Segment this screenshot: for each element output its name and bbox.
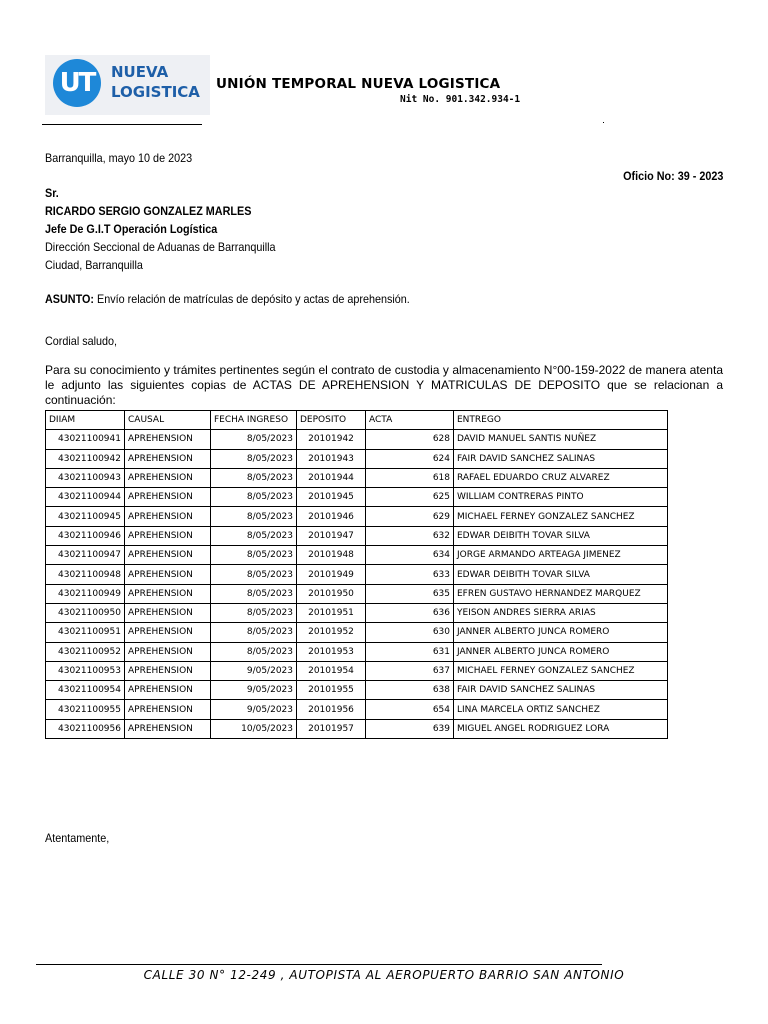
cell-acta: 618: [366, 468, 454, 487]
cell-acta: 625: [366, 488, 454, 507]
asunto-text: Envío relación de matrículas de depósito y actas de aprehensión.: [94, 292, 410, 306]
table-row: [46, 449, 668, 468]
cell-acta: 636: [366, 603, 454, 622]
cell-diiam: 43021100951: [46, 623, 125, 642]
cell-diiam: 43021100946: [46, 526, 125, 545]
cell-causal: APREHENSION: [125, 546, 211, 565]
cell-causal: APREHENSION: [125, 526, 211, 545]
table-row: [46, 623, 668, 642]
cell-acta: 638: [366, 681, 454, 700]
cell-entrego: EDWAR DEIBITH TOVAR SILVA: [454, 565, 668, 584]
table-row: [46, 700, 668, 719]
logo-line-2: LOGISTICA: [111, 83, 200, 101]
cell-entrego: WILLIAM CONTRERAS PINTO: [454, 488, 668, 507]
header-diiam: DIIAM: [46, 411, 125, 430]
recipient-name: RICARDO SERGIO GONZALEZ MARLES: [45, 204, 252, 218]
cell-deposito: 20101946: [297, 507, 366, 526]
cell-causal: APREHENSION: [125, 719, 211, 738]
cell-diiam: 43021100944: [46, 488, 125, 507]
cell-diiam: 43021100952: [46, 642, 125, 661]
recipient-role: Jefe De G.I.T Operación Logística: [45, 222, 218, 236]
cell-fecha-ingreso: 8/05/2023: [211, 430, 297, 449]
table-row: [46, 681, 668, 700]
greeting: Cordial saludo,: [45, 334, 118, 348]
cell-fecha-ingreso: 8/05/2023: [211, 623, 297, 642]
cell-fecha-ingreso: 10/05/2023: [211, 719, 297, 738]
salutation-title: Sr.: [45, 186, 59, 200]
cell-fecha-ingreso: 8/05/2023: [211, 642, 297, 661]
footer-address: CALLE 30 N° 12-249 , AUTOPISTA AL AEROPUERTO BARRIO SAN ANTONIO: [143, 968, 625, 982]
cell-causal: APREHENSION: [125, 507, 211, 526]
records-table: [45, 410, 668, 739]
table-row: [46, 661, 668, 680]
cell-entrego: JANNER ALBERTO JUNCA ROMERO: [454, 642, 668, 661]
cell-acta: 624: [366, 449, 454, 468]
cell-causal: APREHENSION: [125, 661, 211, 680]
header-deposito: DEPOSITO: [297, 411, 366, 430]
cell-diiam: 43021100942: [46, 449, 125, 468]
table-row: [46, 488, 668, 507]
header-mark: [603, 122, 604, 123]
cell-diiam: 43021100945: [46, 507, 125, 526]
cell-deposito: 20101956: [297, 700, 366, 719]
cell-entrego: DAVID MANUEL SANTIS NUÑEZ: [454, 430, 668, 449]
cell-fecha-ingreso: 9/05/2023: [211, 661, 297, 680]
cell-fecha-ingreso: 8/05/2023: [211, 488, 297, 507]
table-row: [46, 430, 668, 449]
cell-entrego: YEISON ANDRES SIERRA ARIAS: [454, 603, 668, 622]
cell-causal: APREHENSION: [125, 681, 211, 700]
cell-entrego: JORGE ARMANDO ARTEAGA JIMENEZ: [454, 546, 668, 565]
recipient-city: Ciudad, Barranquilla: [45, 258, 143, 272]
cell-entrego: FAIR DAVID SANCHEZ SALINAS: [454, 681, 668, 700]
cell-acta: 633: [366, 565, 454, 584]
table-row: [46, 719, 668, 738]
header-divider: [42, 124, 202, 125]
cell-causal: APREHENSION: [125, 449, 211, 468]
cell-deposito: 20101952: [297, 623, 366, 642]
cell-causal: APREHENSION: [125, 488, 211, 507]
cell-acta: 631: [366, 642, 454, 661]
footer-divider: [36, 964, 602, 965]
cell-entrego: MICHAEL FERNEY GONZALEZ SANCHEZ: [454, 661, 668, 680]
cell-deposito: 20101955: [297, 681, 366, 700]
cell-entrego: MICHAEL FERNEY GONZALEZ SANCHEZ: [454, 507, 668, 526]
cell-diiam: 43021100956: [46, 719, 125, 738]
cell-entrego: JANNER ALBERTO JUNCA ROMERO: [454, 623, 668, 642]
company-logo: [45, 55, 210, 115]
cell-diiam: 43021100949: [46, 584, 125, 603]
header-entrego: ENTREGO: [454, 411, 668, 430]
cell-acta: 634: [366, 546, 454, 565]
cell-deposito: 20101949: [297, 565, 366, 584]
cell-deposito: 20101947: [297, 526, 366, 545]
header-acta: ACTA: [366, 411, 454, 430]
cell-diiam: 43021100950: [46, 603, 125, 622]
header-fecha-ingreso: FECHA INGRESO: [211, 411, 297, 430]
cell-deposito: 20101945: [297, 488, 366, 507]
cell-deposito: 20101944: [297, 468, 366, 487]
table-row: [46, 603, 668, 622]
oficio-number: Oficio No: 39 - 2023: [622, 169, 723, 183]
header-causal: CAUSAL: [125, 411, 211, 430]
cell-entrego: RAFAEL EDUARDO CRUZ ALVAREZ: [454, 468, 668, 487]
cell-causal: APREHENSION: [125, 430, 211, 449]
logo-badge-icon: UT: [53, 59, 101, 107]
cell-acta: 628: [366, 430, 454, 449]
logo-wordmark: [111, 62, 200, 102]
cell-deposito: 20101950: [297, 584, 366, 603]
asunto-line: [45, 290, 410, 308]
cell-fecha-ingreso: 8/05/2023: [211, 468, 297, 487]
cell-fecha-ingreso: 8/05/2023: [211, 584, 297, 603]
cell-causal: APREHENSION: [125, 700, 211, 719]
cell-acta: 637: [366, 661, 454, 680]
logo-line-1: NUEVA: [111, 63, 169, 81]
cell-acta: 654: [366, 700, 454, 719]
cell-deposito: 20101951: [297, 603, 366, 622]
cell-causal: APREHENSION: [125, 603, 211, 622]
cell-fecha-ingreso: 8/05/2023: [211, 526, 297, 545]
closing: Atentamente,: [45, 831, 110, 845]
table-row: [46, 584, 668, 603]
cell-diiam: 43021100941: [46, 430, 125, 449]
cell-fecha-ingreso: 8/05/2023: [211, 507, 297, 526]
cell-acta: 629: [366, 507, 454, 526]
table-row: [46, 468, 668, 487]
cell-entrego: EFREN GUSTAVO HERNANDEZ MARQUEZ: [454, 584, 668, 603]
cell-diiam: 43021100943: [46, 468, 125, 487]
cell-fecha-ingreso: 8/05/2023: [211, 546, 297, 565]
cell-diiam: 43021100955: [46, 700, 125, 719]
company-name: UNIÓN TEMPORAL NUEVA LOGISTICA: [216, 76, 501, 92]
cell-acta: 630: [366, 623, 454, 642]
table-row: [46, 565, 668, 584]
cell-entrego: LINA MARCELA ORTIZ SANCHEZ: [454, 700, 668, 719]
cell-causal: APREHENSION: [125, 584, 211, 603]
cell-causal: APREHENSION: [125, 565, 211, 584]
table-row: [46, 546, 668, 565]
cell-fecha-ingreso: 9/05/2023: [211, 700, 297, 719]
cell-diiam: 43021100953: [46, 661, 125, 680]
cell-entrego: EDWAR DEIBITH TOVAR SILVA: [454, 526, 668, 545]
cell-causal: APREHENSION: [125, 468, 211, 487]
cell-fecha-ingreso: 8/05/2023: [211, 603, 297, 622]
city-date: Barranquilla, mayo 10 de 2023: [45, 151, 193, 165]
cell-diiam: 43021100947: [46, 546, 125, 565]
table-row: [46, 526, 668, 545]
asunto-label: ASUNTO:: [45, 292, 95, 306]
cell-fecha-ingreso: 8/05/2023: [211, 565, 297, 584]
cell-deposito: 20101943: [297, 449, 366, 468]
table-row: [46, 507, 668, 526]
cell-entrego: MIGUEL ANGEL RODRIGUEZ LORA: [454, 719, 668, 738]
cell-deposito: 20101948: [297, 546, 366, 565]
cell-fecha-ingreso: 9/05/2023: [211, 681, 297, 700]
cell-acta: 639: [366, 719, 454, 738]
cell-entrego: FAIR DAVID SANCHEZ SALINAS: [454, 449, 668, 468]
table-header-row: [46, 411, 668, 430]
cell-causal: APREHENSION: [125, 642, 211, 661]
cell-diiam: 43021100948: [46, 565, 125, 584]
cell-deposito: 20101953: [297, 642, 366, 661]
cell-fecha-ingreso: 8/05/2023: [211, 449, 297, 468]
table-row: [46, 642, 668, 661]
cell-acta: 635: [366, 584, 454, 603]
recipient-org: Dirección Seccional de Aduanas de Barranquilla: [45, 240, 276, 254]
company-nit: Nit No. 901.342.934-1: [400, 94, 521, 105]
cell-deposito: 20101942: [297, 430, 366, 449]
body-paragraph: Para su conocimiento y trámites pertinentes según el contrato de custodia y almacenamiento N°00-159-2022 de manera atenta le adjunto las siguientes copias de ACTAS DE APREHENSION Y MATRICULAS DE DEPOSITO que se relacionan a continuación:: [45, 363, 723, 407]
cell-deposito: 20101957: [297, 719, 366, 738]
cell-acta: 632: [366, 526, 454, 545]
cell-deposito: 20101954: [297, 661, 366, 680]
cell-diiam: 43021100954: [46, 681, 125, 700]
cell-causal: APREHENSION: [125, 623, 211, 642]
